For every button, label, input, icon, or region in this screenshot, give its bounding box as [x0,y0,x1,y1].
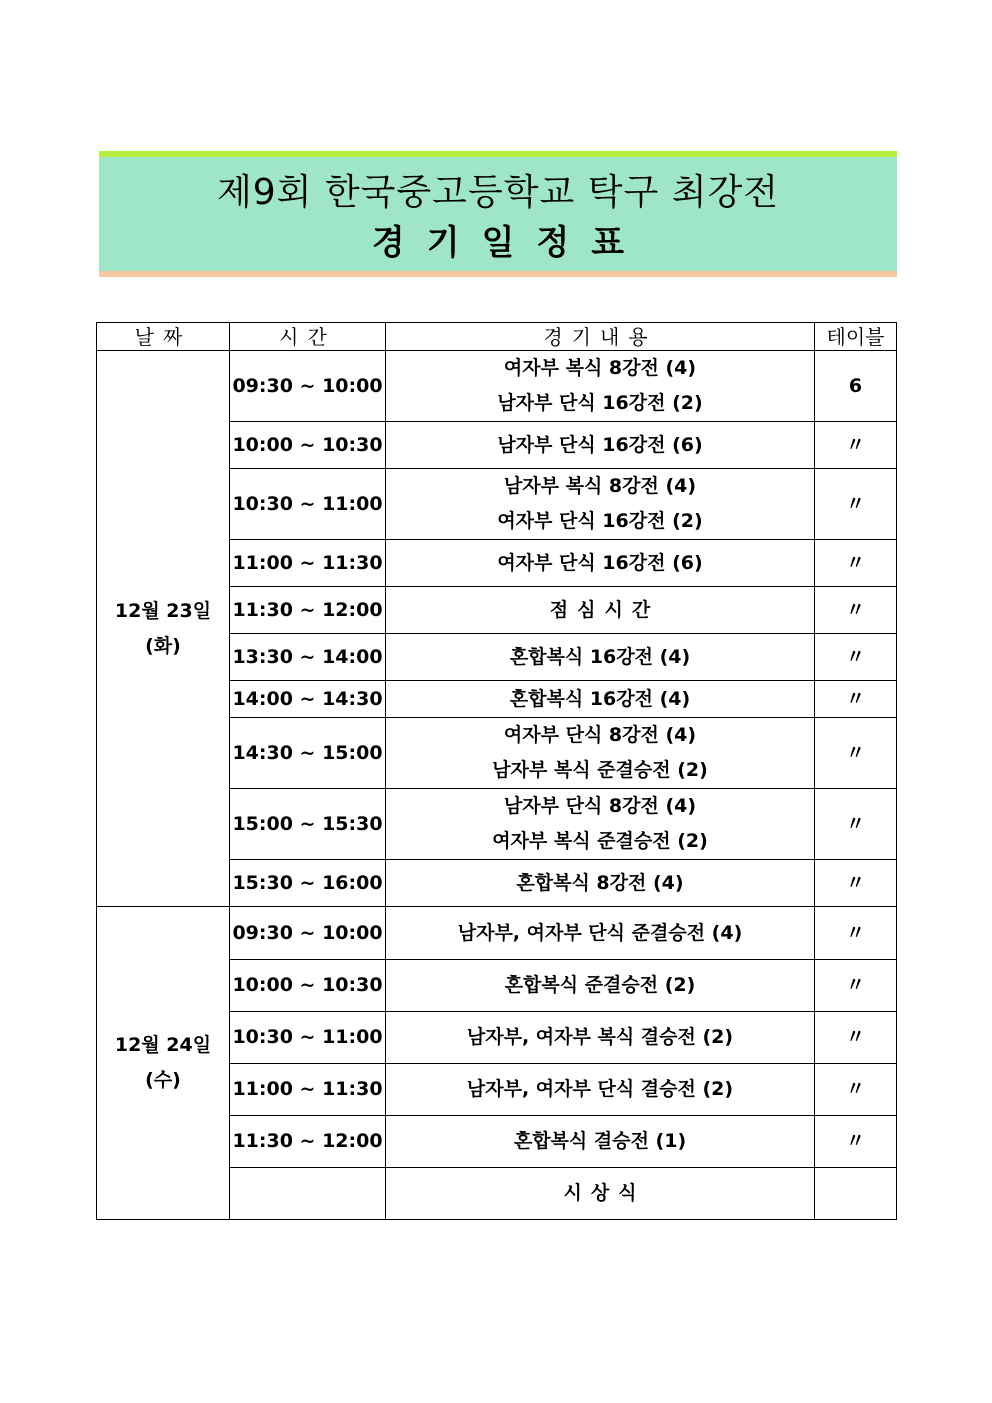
time-cell: 10:00 ~ 10:30 [230,960,386,1012]
tournament-title: 제9회 한국중고등학교 탁구 최강전 [216,172,780,213]
event-line: 혼합복식 16강전 (4) [509,645,691,668]
schedule-title: 경기일정표 [371,223,647,263]
event-line: 남자부, 여자부 복식 결승전 (2) [466,1026,734,1048]
event-cell [386,1168,815,1220]
table-row [97,907,897,960]
time-cell: 11:30 ~ 12:00 [230,1116,386,1168]
day2-weekday: (수) [145,1069,181,1091]
table-number-cell: 〃 [815,681,897,718]
header-row [97,323,897,351]
header-table: 테이블 [815,323,897,351]
header-event: 경기내용 [386,323,815,351]
event-cell [386,540,815,587]
table-number-cell: 〃 [815,718,897,789]
award-ceremony: 시상식 [563,1182,646,1204]
table-number-cell: 〃 [815,789,897,860]
table-number-cell: 〃 [815,1064,897,1116]
table-number-cell: 〃 [815,422,897,469]
event-line: 여자부 복식 준결승전 (2) [492,830,708,852]
time-cell: 14:30 ~ 15:00 [230,718,386,789]
table-number-cell: 6 [815,351,897,422]
header-time: 시간 [230,323,386,351]
event-line: 혼합복식 준결승전 (2) [504,974,696,996]
time-cell: 11:00 ~ 11:30 [230,1064,386,1116]
event-line: 혼합복식 16강전 (4) [509,687,691,710]
time-cell: 10:00 ~ 10:30 [230,422,386,469]
time-cell: 10:30 ~ 11:00 [230,1012,386,1064]
time-cell: 14:00 ~ 14:30 [230,681,386,718]
table-number-cell: 〃 [815,634,897,681]
event-cell [386,718,815,789]
event-line: 남자부 복식 8강전 (4) [503,475,697,497]
event-line: 혼합복식 결승전 (1) [513,1130,687,1152]
event-line: 남자부, 여자부 단식 준결승전 (4) [457,921,743,944]
date-cell-day2 [97,907,230,1220]
event-line: 여자부 단식 8강전 (4) [503,724,697,746]
table-number-cell: 〃 [815,540,897,587]
event-line: 남자부 단식 16강전 (6) [497,433,703,456]
table-number-cell: 〃 [815,960,897,1012]
event-cell [386,1012,815,1064]
event-cell [386,907,815,960]
event-cell [386,469,815,540]
day2-date: 12월 24일 [114,1034,212,1056]
schedule-table [96,322,897,1220]
table-number-cell: 〃 [815,1116,897,1168]
event-cell [386,681,815,718]
date-cell-day1 [97,351,230,907]
table-row [97,351,897,422]
lunch-break: 점심시간 [549,598,660,621]
event-cell [386,789,815,860]
time-cell: 15:00 ~ 15:30 [230,789,386,860]
title-banner [99,151,897,277]
time-cell: 10:30 ~ 11:00 [230,469,386,540]
time-cell [230,1168,386,1220]
time-cell: 11:30 ~ 12:00 [230,587,386,634]
time-cell: 09:30 ~ 10:00 [230,351,386,422]
event-cell [386,587,815,634]
event-line: 남자부 복식 준결승전 (2) [492,759,708,781]
time-cell: 13:30 ~ 14:00 [230,634,386,681]
table-number-cell: 〃 [815,587,897,634]
event-line: 남자부 단식 8강전 (4) [503,795,697,817]
day1-weekday: (화) [145,634,181,657]
event-line: 여자부 단식 16강전 (2) [497,510,703,532]
event-cell [386,422,815,469]
table-number-cell: 〃 [815,1012,897,1064]
event-cell [386,1116,815,1168]
table-number-cell [815,1168,897,1220]
table-number-cell: 〃 [815,469,897,540]
time-cell: 11:00 ~ 11:30 [230,540,386,587]
day1-date: 12월 23일 [114,599,212,622]
event-cell [386,634,815,681]
event-cell [386,860,815,907]
time-cell: 15:30 ~ 16:00 [230,860,386,907]
event-cell [386,1064,815,1116]
event-cell [386,960,815,1012]
event-line: 여자부 복식 8강전 (4) [503,357,697,379]
event-line: 남자부, 여자부 단식 결승전 (2) [466,1078,734,1100]
event-line: 혼합복식 8강전 (4) [516,871,684,894]
event-cell [386,351,815,422]
event-line: 남자부 단식 16강전 (2) [497,392,703,414]
table-number-cell: 〃 [815,860,897,907]
time-cell: 09:30 ~ 10:00 [230,907,386,960]
table-number-cell: 〃 [815,907,897,960]
event-line: 여자부 단식 16강전 (6) [497,551,703,574]
header-date: 날짜 [97,323,230,351]
